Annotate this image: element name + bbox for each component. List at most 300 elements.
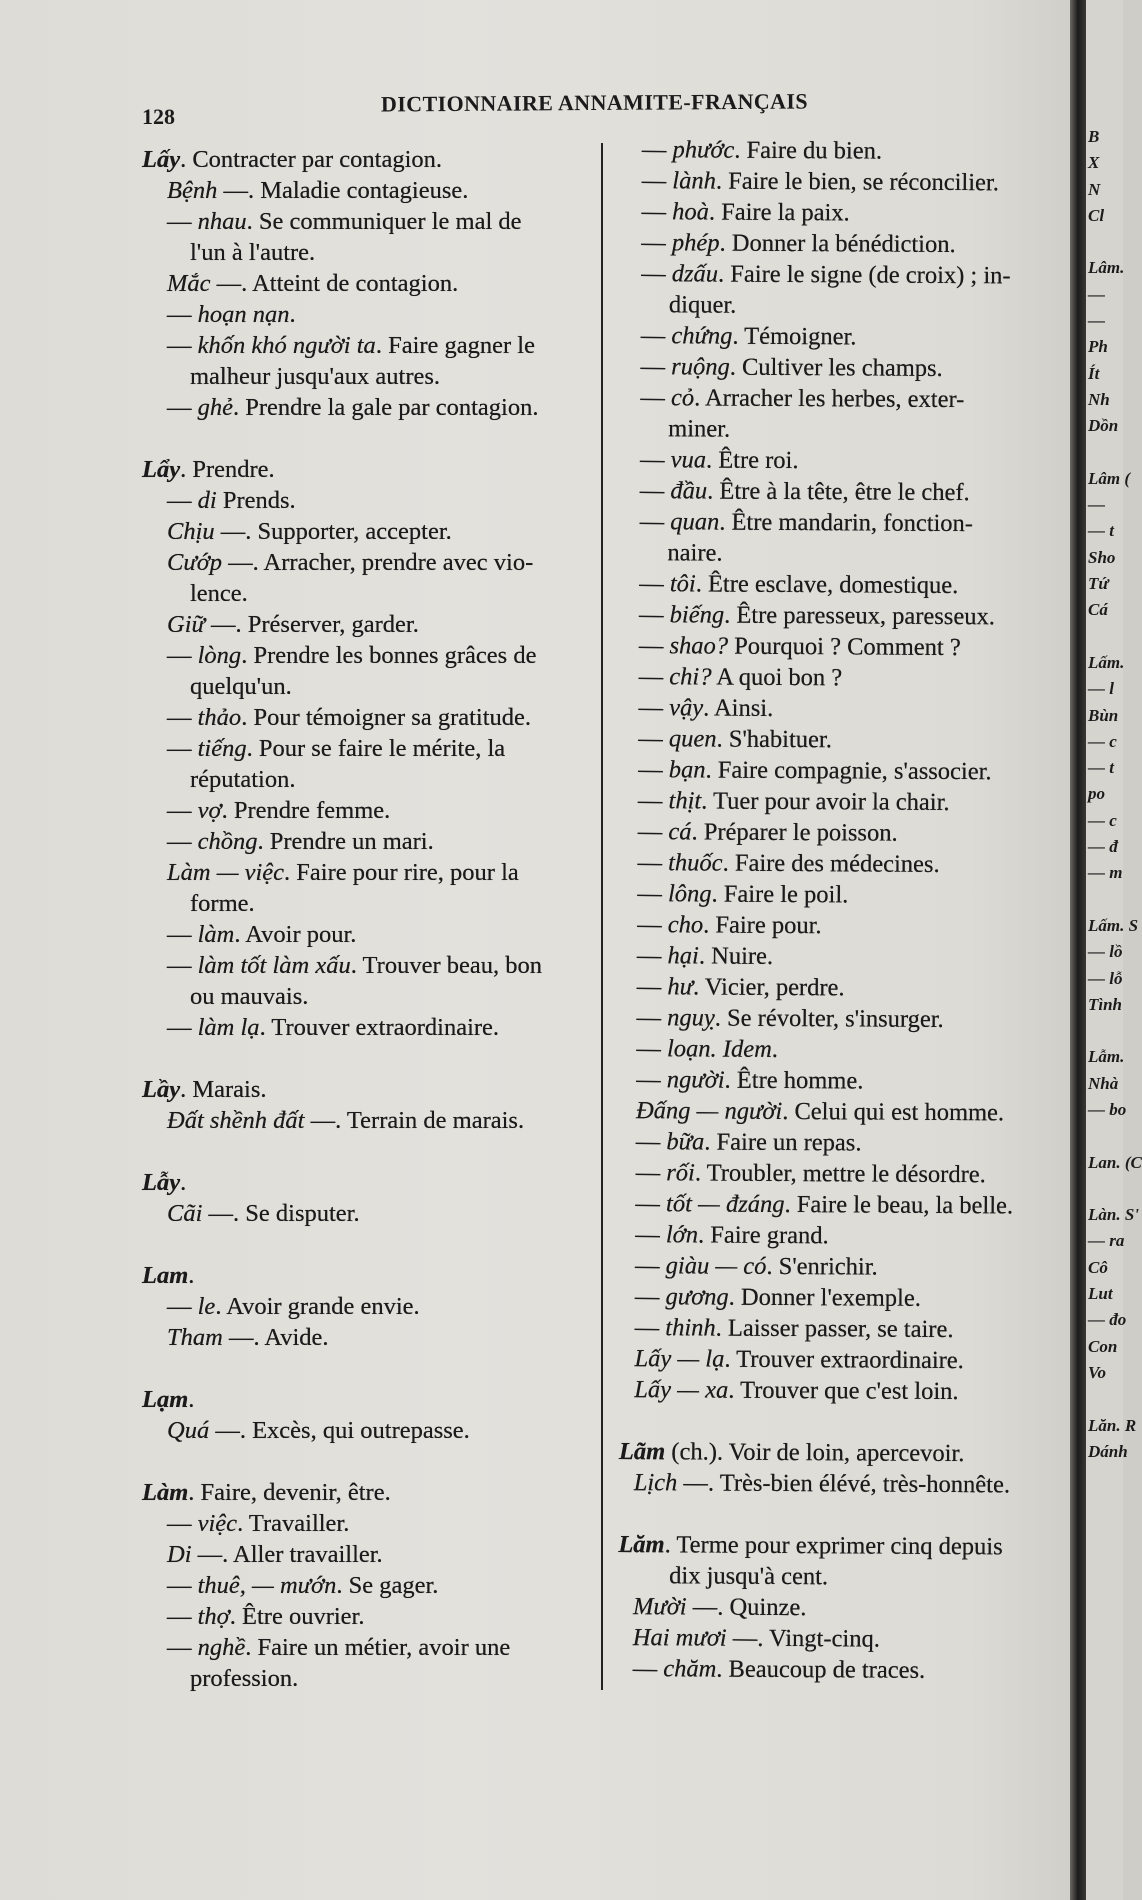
dash-prefix: — bbox=[167, 1293, 198, 1320]
french-definition: . Faire compagnie, s'associer. bbox=[705, 756, 992, 786]
next-page-fragment: Nh bbox=[1088, 389, 1110, 409]
dash-prefix: — bbox=[635, 1128, 667, 1156]
vietnamese-term: rối bbox=[666, 1159, 695, 1187]
dictionary-line bbox=[142, 485, 600, 516]
dictionary-line bbox=[624, 568, 1061, 602]
dash-prefix: — bbox=[167, 332, 198, 359]
vietnamese-term: shao? bbox=[669, 632, 729, 660]
dash-prefix: — bbox=[640, 353, 672, 381]
french-definition: . Donner l'exemple. bbox=[728, 1283, 921, 1312]
next-page-fragment: Sho bbox=[1088, 547, 1116, 567]
dictionary-line bbox=[624, 630, 1061, 664]
left-column bbox=[142, 144, 600, 1694]
french-definition: . Arracher les herbes, exter- bbox=[694, 384, 965, 414]
next-page-fragment: Vo bbox=[1088, 1362, 1106, 1382]
book-gutter bbox=[1070, 0, 1086, 1900]
dash-prefix: — bbox=[636, 1066, 667, 1094]
french-definition: malheur jusqu'aux autres. bbox=[190, 363, 441, 390]
french-definition: . Faire le beau, la belle. bbox=[784, 1190, 1014, 1220]
vietnamese-term: Mười bbox=[632, 1593, 687, 1621]
french-definition: forme. bbox=[190, 890, 255, 917]
french-definition: dix jusqu'à cent. bbox=[669, 1562, 829, 1591]
dash-prefix: — bbox=[637, 849, 669, 877]
dictionary-line bbox=[142, 640, 600, 671]
french-definition: . Vicier, perdre. bbox=[692, 973, 845, 1002]
headword: Làm bbox=[142, 1479, 189, 1506]
dictionary-line bbox=[142, 1663, 600, 1694]
dictionary-line bbox=[142, 330, 600, 361]
french-definition: —. Avide. bbox=[222, 1324, 329, 1351]
entry-headword-line bbox=[142, 1260, 600, 1291]
dictionary-line bbox=[625, 351, 1062, 385]
dash-prefix: — bbox=[635, 1221, 666, 1249]
french-definition: . Trouver extraordinaire. bbox=[724, 1345, 964, 1375]
entry-headword-line bbox=[618, 1529, 1055, 1563]
dictionary-line bbox=[142, 950, 600, 981]
dictionary-line bbox=[142, 857, 600, 888]
dictionary-line bbox=[142, 547, 600, 578]
dictionary-line bbox=[142, 175, 600, 206]
dictionary-line bbox=[142, 1601, 600, 1632]
dash-prefix: — bbox=[635, 1159, 667, 1187]
next-page-fragment: — đo bbox=[1088, 1310, 1127, 1330]
dictionary-line bbox=[142, 888, 600, 919]
french-definition: . Faire grand. bbox=[697, 1221, 829, 1250]
dictionary-line bbox=[142, 609, 600, 640]
vietnamese-term: làm lạ bbox=[197, 1014, 260, 1041]
french-definition: . Marais. bbox=[180, 1076, 267, 1103]
french-definition: . Trouver que c'est loin. bbox=[728, 1376, 959, 1406]
dash-prefix: — bbox=[637, 911, 668, 939]
vietnamese-term: thịt bbox=[668, 787, 702, 815]
dictionary-line bbox=[622, 878, 1059, 912]
french-definition: . bbox=[771, 1035, 779, 1063]
french-definition: . S'enrichir. bbox=[766, 1252, 878, 1281]
vietnamese-term: bữa bbox=[666, 1128, 705, 1156]
next-page-fragment: N bbox=[1088, 179, 1101, 199]
vietnamese-term: chồng bbox=[197, 828, 258, 855]
dash-prefix: — bbox=[167, 642, 198, 669]
vietnamese-term: người bbox=[666, 1066, 725, 1094]
french-definition: . Se gager. bbox=[336, 1572, 439, 1599]
dash-prefix: — bbox=[639, 446, 671, 474]
dictionary-line bbox=[624, 661, 1061, 695]
french-definition: . Trouver extraordinaire. bbox=[259, 1014, 500, 1041]
dictionary-line bbox=[621, 1095, 1058, 1129]
entry-headword-line bbox=[142, 1074, 600, 1105]
french-definition: . S'habituer. bbox=[716, 725, 832, 754]
entry-headword-line bbox=[142, 454, 600, 485]
next-page-fragment: Tình bbox=[1088, 994, 1123, 1014]
vietnamese-term: Quá bbox=[167, 1417, 210, 1444]
dictionary-line bbox=[626, 227, 1063, 261]
dash-prefix: — bbox=[641, 198, 673, 226]
dash-prefix: — bbox=[167, 1572, 198, 1599]
vietnamese-term: tiếng bbox=[197, 735, 247, 762]
vietnamese-term: le bbox=[197, 1293, 216, 1320]
french-definition: . bbox=[180, 1169, 187, 1196]
dictionary-line bbox=[618, 1591, 1055, 1625]
dictionary-line bbox=[142, 206, 600, 237]
vietnamese-term: hoà bbox=[672, 198, 709, 226]
next-page-fragment: — t bbox=[1088, 758, 1114, 778]
dictionary-line bbox=[142, 826, 600, 857]
vietnamese-term: nguỵ bbox=[667, 1004, 715, 1032]
vietnamese-term: thuốc bbox=[668, 849, 723, 877]
dictionary-line bbox=[618, 1622, 1055, 1656]
french-definition: Pourquoi ? Comment ? bbox=[727, 632, 961, 662]
vietnamese-term: thợ bbox=[197, 1603, 230, 1630]
french-definition: . bbox=[289, 301, 296, 328]
dash-prefix: — bbox=[636, 1004, 668, 1032]
vietnamese-term: Hai mươi bbox=[632, 1624, 727, 1652]
dictionary-line bbox=[622, 971, 1059, 1005]
dictionary-line bbox=[620, 1281, 1057, 1315]
blank-line bbox=[142, 423, 600, 454]
dictionary-line bbox=[623, 754, 1060, 788]
headword: Lăm bbox=[618, 1530, 665, 1559]
french-definition: —. Terrain de marais. bbox=[304, 1107, 525, 1134]
dictionary-line bbox=[621, 1064, 1058, 1098]
dash-prefix: — bbox=[639, 508, 671, 536]
dictionary-line bbox=[142, 1570, 600, 1601]
blank-line bbox=[618, 1498, 1055, 1532]
vietnamese-term: lông bbox=[667, 880, 712, 908]
french-definition: diquer. bbox=[668, 291, 737, 319]
french-definition: . Être à la tête, être le chef. bbox=[707, 477, 970, 507]
next-page-fragment: Lẫm. bbox=[1088, 1047, 1125, 1067]
vietnamese-term: ruộng bbox=[671, 353, 730, 381]
french-definition: . Faire gagner le bbox=[375, 332, 535, 359]
next-page-fragment: — bbox=[1088, 495, 1105, 515]
french-definition: . Faire pour rire, pour la bbox=[284, 859, 519, 886]
dictionary-line bbox=[625, 506, 1062, 540]
dictionary-line bbox=[622, 909, 1059, 943]
vietnamese-term: Chịu bbox=[167, 518, 215, 545]
french-definition: . Faire des médecines. bbox=[722, 849, 940, 878]
vietnamese-term: khốn khó người ta bbox=[197, 332, 376, 359]
french-definition: . Être esclave, domestique. bbox=[695, 570, 959, 600]
dictionary-line bbox=[620, 1188, 1057, 1222]
french-definition: naire. bbox=[667, 539, 723, 567]
headword: Lạm bbox=[142, 1386, 189, 1413]
vietnamese-term: hư bbox=[667, 973, 694, 1001]
next-page-fragment: Dánh bbox=[1088, 1441, 1128, 1461]
french-definition: l'un à l'autre. bbox=[190, 239, 316, 266]
next-page-fragment: — ra bbox=[1088, 1231, 1125, 1251]
french-definition: —. Supporter, accepter. bbox=[214, 518, 452, 545]
column-divider bbox=[601, 143, 603, 1690]
vietnamese-term: vua bbox=[670, 446, 707, 474]
vietnamese-term: Đất shềnh đất bbox=[167, 1107, 305, 1134]
french-definition: . Se communiquer le mal de bbox=[246, 208, 522, 235]
next-page-fragment: Con bbox=[1088, 1336, 1118, 1356]
vietnamese-term: Lấy — lạ bbox=[634, 1345, 725, 1373]
dictionary-line bbox=[627, 134, 1064, 168]
vietnamese-term: thinh bbox=[665, 1314, 716, 1342]
french-definition: . Avoir pour. bbox=[234, 921, 357, 948]
french-definition: . Faire, devenir, être. bbox=[188, 1479, 391, 1506]
dictionary-line bbox=[619, 1374, 1056, 1408]
french-definition: profession. bbox=[190, 1665, 299, 1692]
vietnamese-term: quen bbox=[668, 725, 717, 753]
running-title: DICTIONNAIRE ANNAMITE-FRANÇAIS bbox=[380, 88, 809, 117]
french-definition: . Faire la paix. bbox=[708, 198, 850, 227]
dash-prefix: — bbox=[639, 477, 671, 505]
dictionary-line bbox=[142, 702, 600, 733]
dictionary-line bbox=[142, 1105, 600, 1136]
dash-prefix: — bbox=[638, 663, 670, 691]
dictionary-line bbox=[622, 1002, 1059, 1036]
vietnamese-term: phước bbox=[672, 136, 735, 164]
dictionary-line bbox=[142, 733, 600, 764]
headword: Lầy bbox=[142, 1076, 181, 1103]
dash-prefix: — bbox=[636, 1035, 668, 1063]
entry-headword-line bbox=[142, 1477, 600, 1508]
dash-prefix: — bbox=[635, 1252, 666, 1280]
vietnamese-term: đầu bbox=[670, 477, 708, 505]
next-page-fragment: — lồ bbox=[1088, 942, 1123, 962]
vietnamese-term: chăm bbox=[663, 1655, 717, 1683]
dictionary-line bbox=[619, 1343, 1056, 1377]
french-definition: . Prendre la gale par contagion. bbox=[233, 394, 539, 421]
entry-headword-line bbox=[142, 1167, 600, 1198]
vietnamese-term: chứng bbox=[671, 322, 733, 350]
dash-prefix: — bbox=[167, 735, 198, 762]
dash-prefix: — bbox=[641, 136, 673, 164]
french-definition: . Terme pour exprimer cinq depuis bbox=[664, 1531, 1003, 1561]
french-definition: —. Arracher, prendre avec vio- bbox=[222, 549, 534, 576]
dictionary-line bbox=[142, 1012, 600, 1043]
vietnamese-term: làm bbox=[197, 921, 235, 948]
vietnamese-term: tôi bbox=[669, 570, 696, 598]
french-definition: . Pour se faire le mérite, la bbox=[246, 735, 506, 762]
dash-prefix: — bbox=[167, 797, 198, 824]
french-definition: . Être paresseux, paresseux. bbox=[724, 601, 995, 631]
dictionary-line bbox=[624, 599, 1061, 633]
dictionary-line bbox=[142, 671, 600, 702]
french-definition: . Être mandarin, fonction- bbox=[719, 508, 974, 538]
french-definition: —. Vingt-cinq. bbox=[726, 1624, 880, 1653]
french-definition: miner. bbox=[668, 415, 731, 443]
dictionary-line bbox=[626, 320, 1063, 354]
french-definition: . bbox=[188, 1386, 195, 1413]
dictionary-line bbox=[621, 1157, 1058, 1191]
dictionary-line bbox=[142, 1322, 600, 1353]
next-page-fragment: — bbox=[1088, 284, 1105, 304]
dash-prefix: — bbox=[638, 601, 670, 629]
page-number: 128 bbox=[142, 104, 175, 129]
dictionary-line bbox=[622, 847, 1059, 881]
dash-prefix: — bbox=[632, 1655, 664, 1683]
next-page-fragment bbox=[1088, 1018, 1142, 1044]
french-definition: . Prendre. bbox=[180, 456, 275, 483]
dictionary-line bbox=[142, 981, 600, 1012]
next-page-fragment: Lâm ( bbox=[1088, 468, 1131, 488]
vietnamese-term: nghề bbox=[197, 1634, 246, 1661]
dash-prefix: — bbox=[167, 208, 198, 235]
vietnamese-term: Đấng — người bbox=[635, 1097, 783, 1125]
next-page-fragment: Lut bbox=[1088, 1284, 1113, 1304]
vietnamese-term: thảo bbox=[197, 704, 242, 731]
french-definition: —. Se disputer. bbox=[202, 1200, 360, 1227]
dash-prefix: — bbox=[167, 1510, 198, 1537]
next-page-fragment: B bbox=[1088, 127, 1100, 146]
french-definition: . Prendre un mari. bbox=[257, 828, 434, 855]
dictionary-line bbox=[626, 196, 1063, 230]
french-definition: . Beaucoup de traces. bbox=[716, 1655, 926, 1684]
next-page-fragment: Bùn bbox=[1088, 705, 1119, 725]
next-page-fragment: Lăn. R bbox=[1088, 1415, 1137, 1435]
vietnamese-term: Tham bbox=[167, 1324, 223, 1351]
vietnamese-term: tốt — đzáng bbox=[666, 1190, 785, 1218]
vietnamese-term: chi? bbox=[669, 663, 712, 691]
vietnamese-term: việc bbox=[197, 1510, 238, 1537]
dictionary-line bbox=[142, 1539, 600, 1570]
french-definition: —. Excès, qui outrepasse. bbox=[209, 1417, 470, 1444]
french-definition: . Trouver beau, bon bbox=[350, 952, 542, 979]
dictionary-line bbox=[625, 475, 1062, 509]
french-definition: . bbox=[188, 1262, 195, 1289]
next-page-fragment: Dồn bbox=[1088, 416, 1119, 436]
dash-prefix: — bbox=[638, 725, 670, 753]
french-definition: . Faire le poil. bbox=[711, 880, 849, 909]
next-page-fragment: Ít bbox=[1088, 363, 1100, 383]
dictionary-line bbox=[142, 299, 600, 330]
dictionary-line bbox=[142, 1198, 600, 1229]
vietnamese-term: Bệnh bbox=[167, 177, 218, 204]
dash-prefix: — bbox=[634, 1314, 666, 1342]
french-definition: . Tuer pour avoir la chair. bbox=[701, 787, 950, 816]
vietnamese-term: phép bbox=[671, 229, 720, 257]
dictionary-line bbox=[142, 919, 600, 950]
next-page-fragment: Lấm. bbox=[1088, 652, 1125, 672]
dash-prefix: — bbox=[167, 952, 198, 979]
dictionary-line bbox=[621, 1033, 1058, 1067]
blank-line bbox=[142, 1136, 600, 1167]
french-definition: . Être ouvrier. bbox=[229, 1603, 365, 1630]
dictionary-line bbox=[142, 764, 600, 795]
vietnamese-term: lớn bbox=[665, 1221, 699, 1249]
dictionary-line bbox=[142, 1508, 600, 1539]
next-page-fragment: — l bbox=[1088, 679, 1114, 699]
french-definition: . Travailler. bbox=[237, 1510, 350, 1537]
french-definition: —. Atteint de contagion. bbox=[210, 270, 459, 297]
dash-prefix: — bbox=[167, 1603, 198, 1630]
dictionary-line bbox=[142, 1415, 600, 1446]
french-definition: . Ainsi. bbox=[703, 694, 774, 722]
dash-prefix: — bbox=[638, 632, 670, 660]
french-definition: . Troubler, mettre le désordre. bbox=[694, 1159, 986, 1189]
dash-prefix: — bbox=[641, 229, 673, 257]
french-definition: . Avoir grande envie. bbox=[215, 1293, 420, 1320]
vietnamese-term: cho bbox=[667, 911, 704, 939]
vietnamese-term: hoạn nạn bbox=[197, 301, 290, 328]
dash-prefix: — bbox=[167, 1014, 198, 1041]
next-page-fragment bbox=[1088, 887, 1142, 913]
vietnamese-term: Lịch bbox=[633, 1469, 678, 1497]
blank-line bbox=[142, 1043, 600, 1074]
dash-prefix: — bbox=[637, 880, 669, 908]
french-definition: ou mauvais. bbox=[190, 983, 309, 1010]
next-page-fragment: — m bbox=[1088, 863, 1123, 883]
dictionary-line bbox=[626, 289, 1063, 323]
french-definition: . Faire le signe (de croix) ; in- bbox=[717, 260, 1011, 290]
vietnamese-term: cỏ bbox=[670, 384, 695, 412]
dictionary-line bbox=[626, 258, 1063, 292]
dictionary-line bbox=[142, 1632, 600, 1663]
dictionary-line bbox=[142, 268, 600, 299]
dictionary-line bbox=[621, 1126, 1058, 1160]
vietnamese-term: vợ bbox=[197, 797, 222, 824]
dash-prefix: — bbox=[640, 322, 672, 350]
french-definition: . Être homme. bbox=[724, 1066, 864, 1095]
dictionary-line bbox=[620, 1250, 1057, 1284]
vietnamese-term: gương bbox=[665, 1283, 729, 1311]
next-page-fragment bbox=[1088, 229, 1142, 255]
french-definition: . Laisser passer, se taire. bbox=[715, 1314, 954, 1344]
next-page-fragment: — bbox=[1088, 311, 1105, 331]
vietnamese-term: ghẻ bbox=[197, 394, 233, 421]
french-definition: . Cultiver les champs. bbox=[729, 353, 943, 382]
next-page-fragment: Ph bbox=[1088, 337, 1108, 357]
dash-prefix: — bbox=[636, 942, 668, 970]
dictionary-line bbox=[625, 413, 1062, 447]
french-definition: A quoi bon ? bbox=[711, 663, 843, 692]
french-definition: réputation. bbox=[190, 766, 296, 793]
dash-prefix: — bbox=[635, 1190, 667, 1218]
dictionary-line bbox=[623, 692, 1060, 726]
french-definition: —. Quinze. bbox=[686, 1593, 807, 1622]
dash-prefix: — bbox=[641, 260, 672, 288]
dictionary-line bbox=[622, 940, 1059, 974]
dictionary-line bbox=[624, 537, 1061, 571]
next-page-fragment: — c bbox=[1088, 731, 1117, 751]
vietnamese-term: cá bbox=[668, 818, 692, 846]
next-page-edge bbox=[1086, 0, 1142, 1900]
dictionary-line bbox=[620, 1219, 1057, 1253]
french-definition: . Témoigner. bbox=[732, 322, 857, 351]
next-page-fragment: Lâm. bbox=[1088, 258, 1125, 278]
vietnamese-term: làm tốt làm xấu bbox=[197, 952, 351, 979]
french-definition: . Prendre les bonnes grâces de bbox=[241, 642, 537, 669]
vietnamese-term: lòng bbox=[197, 642, 242, 669]
dictionary-line bbox=[618, 1653, 1055, 1687]
dictionary-line bbox=[625, 382, 1062, 416]
dictionary-line bbox=[142, 795, 600, 826]
next-page-fragment: Làn. S' bbox=[1088, 1205, 1140, 1225]
vietnamese-term: Lấy — xa bbox=[634, 1376, 729, 1404]
next-page-fragment: Tứ bbox=[1088, 574, 1109, 594]
french-definition: . Se révolter, s'insurger. bbox=[714, 1004, 944, 1033]
vietnamese-term: di bbox=[197, 487, 217, 514]
dash-prefix: — bbox=[167, 704, 198, 731]
dash-prefix: — bbox=[640, 384, 672, 412]
vietnamese-term: vậy bbox=[669, 694, 704, 722]
french-definition: . Être roi. bbox=[705, 446, 799, 475]
next-page-fragment: — lỗ bbox=[1088, 968, 1123, 988]
vietnamese-term: biếng bbox=[669, 601, 725, 629]
dictionary-line bbox=[623, 816, 1060, 850]
next-page-fragment: Lan. (C bbox=[1088, 1152, 1142, 1172]
next-page-fragment: Lấm. S bbox=[1088, 915, 1139, 935]
french-definition: —. Aller travailler. bbox=[191, 1541, 383, 1568]
french-definition: . Faire un métier, avoir une bbox=[245, 1634, 511, 1661]
french-definition: quelqu'un. bbox=[190, 673, 292, 700]
vietnamese-term: loạn. Idem bbox=[666, 1035, 772, 1063]
headword: Lẩy bbox=[142, 456, 181, 483]
right-column bbox=[618, 134, 1064, 1687]
